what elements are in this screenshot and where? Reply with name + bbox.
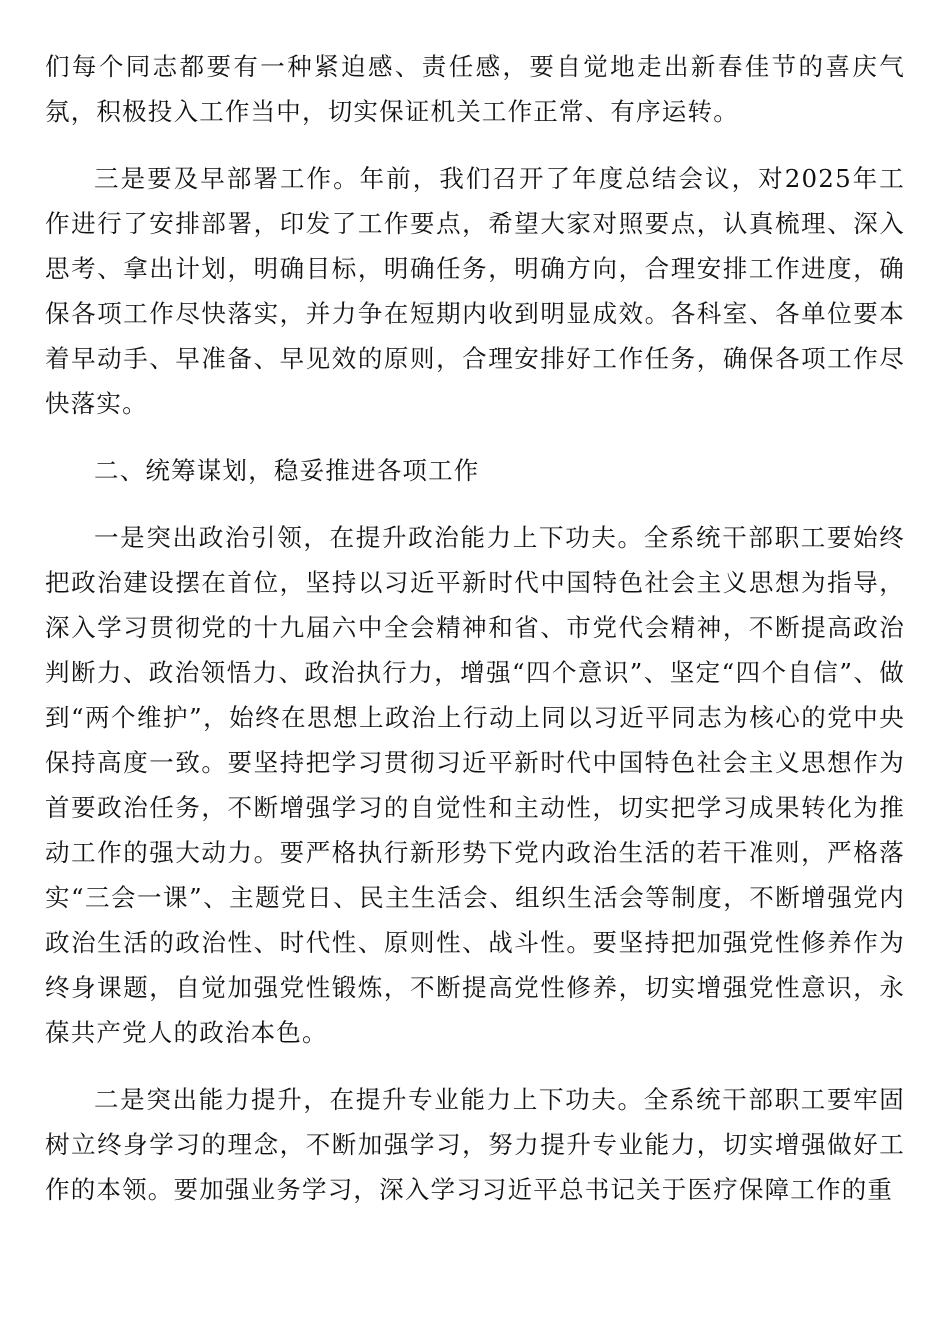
section-heading-2: 二、统筹谋划，稳妥推进各项工作 — [94, 456, 480, 485]
paragraph-political-leadership: 一是突出政治引领，在提升政治能力上下功夫。全系统干部职工要始终把政治建设摆在首位，坚持以习近平新时代中国特色社会主义思想为指导，深入学习贯彻党的十九届六中全会精神和省、市党代会精神，不断提高政治判断力、政治领悟力、政治执行力，增强“四个意识”、坚定“四个自信”、做到“两个维护”，始终在思想上政治上行动上同以习近平同志为核心的党中央保持高度一致。要坚持把学习贯彻习近平新时代中国特色社会主义思想作为首要政治任务，不断增强学习的自觉性和主动性，切实把学习成果转化为推动工作的强大动力。要严格执行新形势下党内政治生活的若干准则，严格落实“三会一课”、主题党日、民主生活会、组织生活会等制度，不断增强党内政治生活的政治性、时代性、原则性、战斗性。要坚持把加强党性修养作为终身课题，自觉加强党性锻炼，不断提高党性修养，切实增强党性意识，永葆共产党人的政治本色。 — [45, 523, 905, 1047]
paragraph-continuation: 们每个同志都要有一种紧迫感、责任感，要自觉地走出新春佳节的喜庆气氛，积极投入工作当中，切实保证机关工作正常、有序运转。 — [45, 52, 905, 126]
document-body — [45, 44, 905, 1234]
paragraph-ability-improvement: 二是突出能力提升，在提升专业能力上下功夫。全系统干部职工要牢固树立终身学习的理念，不断加强学习，努力提升专业能力，切实增强做好工作的本领。要加强业务学习，深入学习习近平总书记关于医疗保障工作的重 — [45, 1085, 905, 1204]
paragraph-deploy-early: 三是要及早部署工作。年前，我们召开了年度总结会议，对2025年工作进行了安排部署，印发了工作要点，希望大家对照要点，认真梳理、深入思考、拿出计划，明确目标，明确任务，明确方向，合理安排工作进度，确保各项工作尽快落实，并力争在短期内收到明显成效。各科室、各单位要本着早动手、早准备、早见效的原则，合理安排好工作任务，确保各项工作尽快落实。 — [45, 164, 905, 418]
